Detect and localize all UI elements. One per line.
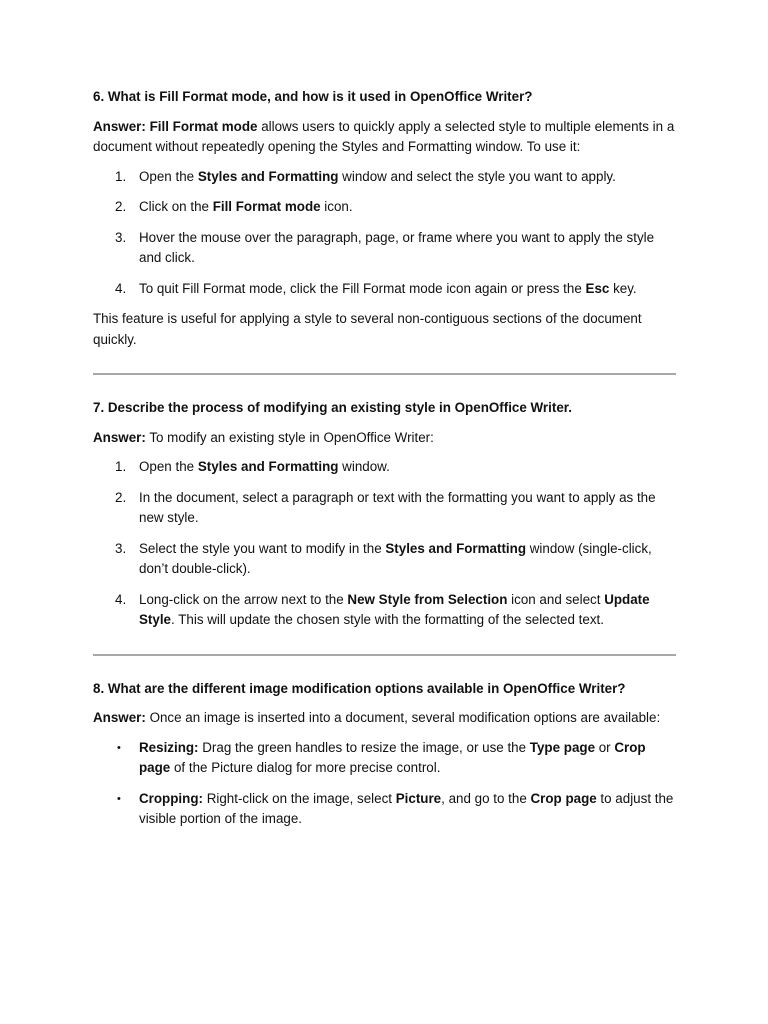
step-number: 3. [115, 229, 127, 245]
list-item [93, 197, 676, 218]
step-text: window and select the style you want to apply. [338, 168, 616, 184]
step-bold: Fill Format mode [212, 199, 321, 214]
step-bold: Styles and Formatting [385, 540, 526, 556]
question-7-answer [93, 428, 676, 449]
question-6-answer [93, 117, 676, 158]
option-text: , and go to the [441, 790, 531, 806]
step-text: In the document, select a paragraph or text with the formatting you want to apply as the new style. [139, 489, 656, 525]
option-text: Right-click on the image, select [202, 790, 396, 806]
bullet-icon: • [117, 792, 121, 805]
question-7-section [93, 398, 676, 631]
option-label: Resizing: [139, 739, 199, 755]
question-8-section [93, 679, 676, 830]
step-number: 1. [115, 168, 127, 184]
option-bold: Picture [395, 790, 442, 806]
step-number: 2. [115, 199, 127, 214]
question-6-heading: 6. What is Fill Format mode, and how is it used in OpenOffice Writer? [93, 89, 533, 104]
list-item [93, 789, 676, 830]
step-text: Click on the [139, 199, 213, 214]
answer-text: To modify an existing style in OpenOffice Writer: [145, 429, 434, 445]
option-bold: Type page [529, 739, 596, 755]
option-text: Drag the green handles to resize the image, or use the [198, 739, 530, 755]
bullet-icon: • [117, 741, 121, 754]
question-8-answer [93, 708, 676, 729]
answer-term: Fill Format mode [149, 118, 258, 134]
option-bold: Crop page [139, 739, 646, 775]
question-7-heading: 7. Describe the process of modifying an existing style in OpenOffice Writer. [93, 400, 572, 415]
option-bold: Crop page [530, 790, 597, 806]
question-6-section [93, 87, 676, 350]
step-text: Open the [139, 459, 198, 474]
step-text: key. [609, 280, 637, 296]
step-number: 2. [115, 489, 127, 505]
step-bold: New Style from Selection [347, 591, 508, 607]
step-text: window. [338, 459, 390, 474]
answer-label: Answer: [93, 118, 146, 134]
step-number: 1. [115, 459, 127, 474]
list-item [93, 279, 676, 300]
step-number: 4. [115, 280, 127, 296]
step-bold: Update Style [139, 591, 650, 627]
list-item [93, 738, 676, 779]
step-text: Hover the mouse over the paragraph, page, or frame where you want to apply the style and click. [139, 229, 655, 265]
list-item [93, 539, 676, 580]
step-text: window (single-click, don’t double-click). [139, 540, 652, 576]
answer-text: Once an image is inserted into a document, several modification options are available: [145, 710, 661, 725]
list-item [93, 167, 676, 188]
question-6-steps [93, 167, 676, 300]
step-number: 3. [115, 540, 127, 556]
horizontal-divider [93, 373, 676, 375]
step-number: 4. [115, 591, 127, 607]
option-text: or [595, 739, 615, 755]
step-bold: Styles and Formatting [197, 459, 339, 474]
step-text: . This will update the chosen style with the formatting of the selected text. [171, 612, 604, 627]
list-item [93, 488, 676, 529]
answer-label: Answer: [93, 429, 146, 445]
list-item [93, 228, 676, 269]
list-item [93, 457, 676, 478]
step-bold: Styles and Formatting [197, 168, 339, 184]
option-text: to adjust the visible portion of the image. [139, 790, 674, 826]
question-8-options [93, 738, 676, 830]
list-item [93, 590, 676, 631]
option-label: Cropping: [139, 790, 203, 806]
answer-text: allows users to quickly apply a selected style to multiple elements in a document without repeatedly opening the Styles and Formatting window. To use it: [93, 118, 675, 154]
step-bold: Esc [585, 280, 610, 296]
horizontal-divider [93, 654, 676, 656]
option-text: of the Picture dialog for more precise control. [170, 760, 441, 775]
step-text: Long-click on the arrow next to the [139, 591, 348, 607]
step-text: icon. [320, 199, 353, 214]
step-text: Open the [139, 168, 198, 184]
answer-label: Answer: [93, 710, 146, 725]
question-7-steps [93, 457, 676, 631]
step-text: Select the style you want to modify in the [139, 540, 386, 556]
question-8-heading: 8. What are the different image modification options available in OpenOffice Writer? [93, 680, 626, 696]
question-6-closing: This feature is useful for applying a style to several non-contiguous sections of the document quickly. [93, 311, 642, 347]
step-text: icon and select [507, 591, 605, 607]
step-text: To quit Fill Format mode, click the Fill Format mode icon again or press the [139, 280, 586, 296]
